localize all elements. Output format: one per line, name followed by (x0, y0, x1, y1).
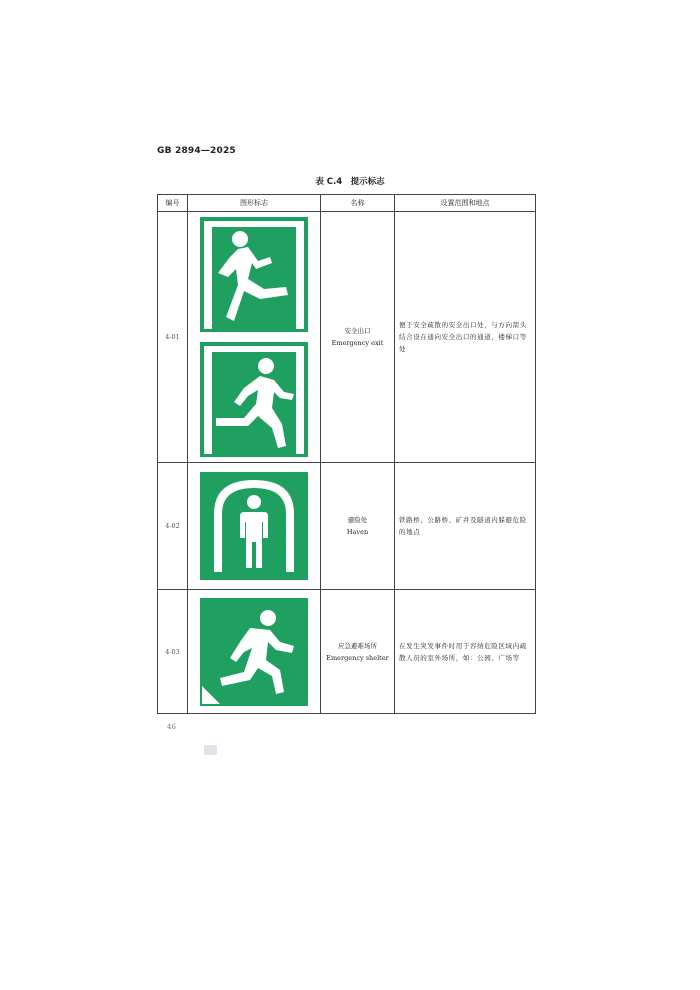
column-header-name: 名称 (321, 195, 395, 212)
haven-icon (200, 472, 308, 580)
stamp-icon (204, 745, 217, 755)
emergency-exit-right-icon (200, 217, 308, 332)
sign-name-cn: 安全出口 (344, 327, 371, 335)
column-header-location: 设置范围和地点 (395, 195, 536, 212)
sign-name-en: Emergency exit (331, 339, 384, 347)
sign-name-en: Emergency shelter (326, 653, 389, 662)
sign-image-cell (188, 463, 321, 590)
emergency-shelter-icon (200, 598, 308, 706)
sign-name-cell (321, 212, 395, 463)
sign-location: 铁路桥、公路桥、矿井及隧道内躲避危险的地点 (395, 463, 536, 590)
emergency-exit-left-icon (200, 342, 308, 457)
row-id: 4-03 (158, 590, 188, 714)
sign-name-cn: 应急避难场所 (338, 641, 377, 650)
sign-location: 在发生突发事件时用于容纳危险区域内疏散人员的室外场所，如：公园、广场等 (395, 590, 536, 714)
column-header-sign: 图形标志 (188, 195, 321, 212)
sign-name-cn: 避险处 (347, 516, 368, 524)
sign-name-en: Haven (346, 528, 369, 536)
page-number: 46 (167, 723, 176, 731)
sign-image-cell (188, 212, 321, 463)
standard-code: GB 2894—2025 (157, 146, 236, 156)
table-caption: 表 C.4 提示标志 (315, 177, 385, 187)
table-row (158, 463, 536, 590)
table-header-row (158, 195, 536, 212)
sign-location: 便于安全疏散的安全出口处，与方向箭头结合设在通向安全出口的通道、楼梯口等处 (395, 212, 536, 463)
row-id: 4-01 (158, 212, 188, 463)
table-row (158, 212, 536, 463)
row-id: 4-02 (158, 463, 188, 590)
sign-name-cell (321, 590, 395, 714)
sign-name-cell (321, 463, 395, 590)
sign-image-cell (188, 590, 321, 714)
column-header-number: 编号 (158, 195, 188, 212)
table-row (158, 590, 536, 714)
sign-table (157, 194, 536, 714)
